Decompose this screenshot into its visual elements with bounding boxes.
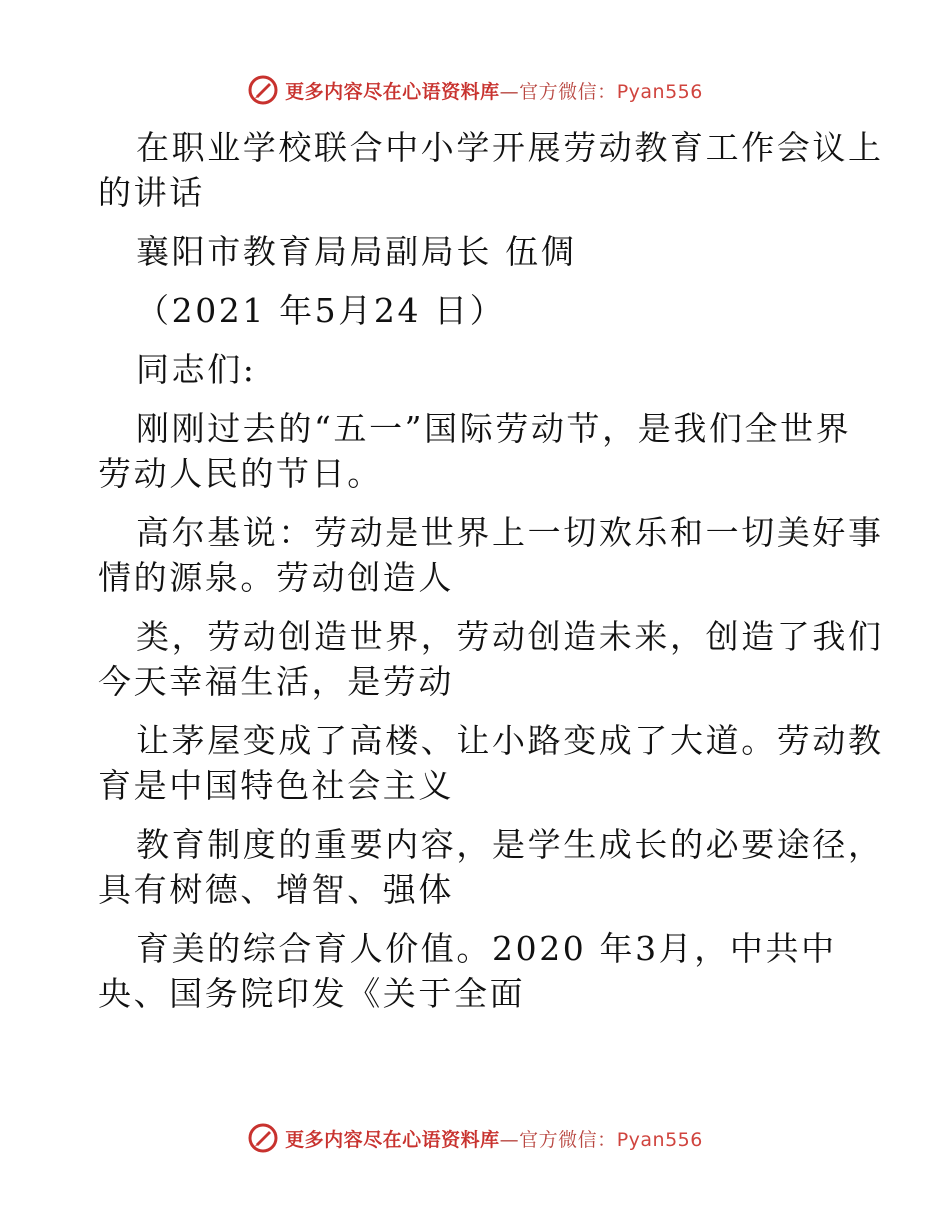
text-line: 育是中国特色社会主义: [98, 766, 454, 805]
text-line: 让茅屋变成了高楼、让小路变成了大道。劳动教: [136, 721, 884, 760]
text-line: （2021 年5月24 日）: [136, 291, 506, 330]
watermark-wechat-id: Pyan556: [616, 80, 703, 103]
text-line: 具有树德、增智、强体: [98, 870, 454, 909]
watermark-main: 更多内容尽在心语资料库: [285, 1128, 500, 1151]
watermark-separator: —: [499, 1128, 520, 1151]
watermark-text: [285, 77, 703, 104]
quill-logo-icon: [247, 1122, 279, 1154]
text-line: 的讲话: [98, 173, 205, 212]
watermark-suffix: 官方微信：: [519, 80, 617, 103]
text-line: 教育制度的重要内容，是学生成长的必要途径，: [136, 825, 884, 864]
text-line: 类，劳动创造世界，劳动创造未来，创造了我们: [136, 617, 884, 656]
watermark-suffix: 官方微信：: [519, 1128, 617, 1151]
text-line: 同志们:: [136, 350, 257, 389]
quill-logo-icon: [247, 74, 279, 106]
watermark-main: 更多内容尽在心语资料库: [285, 80, 500, 103]
text-line: 央、国务院印发《关于全面: [98, 974, 526, 1013]
header-watermark: [0, 70, 950, 110]
text-line: 情的源泉。劳动创造人: [98, 558, 454, 597]
text-line: 育美的综合育人价值。2020 年3月，中共中: [136, 929, 837, 968]
watermark-separator: —: [499, 80, 520, 103]
text-line: 今天幸福生活，是劳动: [98, 662, 454, 701]
text-line: 劳动人民的节日。: [98, 454, 383, 493]
watermark-text: [285, 1125, 703, 1152]
text-line: 襄阳市教育局局副局长 伍倜: [136, 232, 577, 271]
text-line: 刚刚过去的“五一”国际劳动节，是我们全世界: [136, 409, 852, 448]
text-line: 在职业学校联合中小学开展劳动教育工作会议上: [136, 128, 884, 167]
watermark-wechat-id: Pyan556: [616, 1128, 703, 1151]
text-line: 高尔基说：劳动是世界上一切欢乐和一切美好事: [136, 513, 884, 552]
document-body: [98, 125, 884, 1016]
footer-watermark: [0, 1118, 950, 1158]
